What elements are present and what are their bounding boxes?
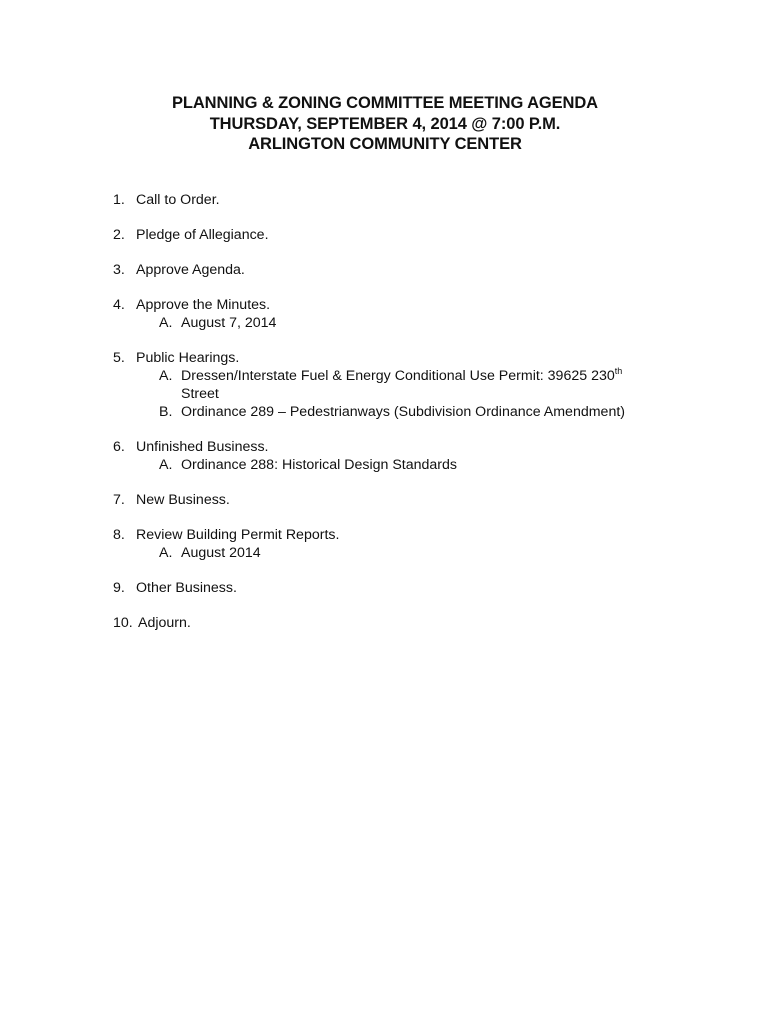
item-text: New Business. [136, 492, 230, 508]
sub-item [113, 456, 733, 474]
item-text: Approve Agenda. [136, 262, 245, 278]
agenda-item-8 [113, 526, 733, 562]
item-text: Adjourn. [138, 615, 191, 631]
ordinal-suffix: th [614, 366, 623, 376]
item-text: Unfinished Business. [136, 439, 269, 455]
agenda-item-7 [113, 491, 733, 509]
sub-item-letter: A. [159, 457, 173, 473]
sub-item-letter: A. [159, 368, 173, 384]
sub-item-letter: A. [159, 315, 173, 331]
sub-item [113, 367, 733, 385]
sub-item-text: August 2014 [181, 545, 261, 561]
item-text: Call to Order. [136, 192, 220, 208]
sub-item-letter: A. [159, 545, 173, 561]
item-number: 3. [113, 262, 125, 278]
item-text: Public Hearings. [136, 350, 240, 366]
item-number: 2. [113, 227, 125, 243]
sub-item [113, 544, 733, 562]
item-number: 5. [113, 350, 125, 366]
agenda-item-1 [113, 191, 733, 209]
agenda-item-2 [113, 226, 733, 244]
agenda-item-4 [113, 296, 733, 332]
item-text: Other Business. [136, 580, 237, 596]
agenda-item-10 [113, 614, 733, 632]
item-text: Approve the Minutes. [136, 297, 271, 313]
agenda-header [0, 93, 770, 155]
sub-item-text: Ordinance 289 – Pedestrianways (Subdivision Ordinance Amendment) [181, 404, 625, 420]
item-text: Review Building Permit Reports. [136, 527, 340, 543]
item-number: 1. [113, 192, 125, 208]
agenda-item-5 [113, 349, 733, 421]
item-number: 8. [113, 527, 125, 543]
sub-item-text: Dressen/Interstate Fuel & Energy Conditional Use Permit: 39625 230 [181, 368, 615, 384]
sub-item [113, 403, 733, 421]
header-title: PLANNING & ZONING COMMITTEE MEETING AGENDA [171, 94, 599, 112]
item-number: 6. [113, 439, 125, 455]
agenda-item-6 [113, 438, 733, 474]
item-number: 9. [113, 580, 125, 596]
sub-item-text: Ordinance 288: Historical Design Standards [181, 457, 458, 473]
item-number: 7. [113, 492, 125, 508]
sub-item-letter: B. [159, 404, 173, 420]
item-number: 4. [113, 297, 125, 313]
agenda-item-9 [113, 579, 733, 597]
item-number: 10. [113, 615, 133, 631]
sub-item [113, 314, 733, 332]
sub-item-text: August 7, 2014 [181, 315, 277, 331]
header-location: ARLINGTON COMMUNITY CENTER [248, 135, 522, 153]
agenda-item-3 [113, 261, 733, 279]
sub-item-continuation: Street [181, 386, 219, 402]
item-text: Pledge of Allegiance. [136, 227, 269, 243]
agenda-list [113, 191, 733, 649]
header-date-time: THURSDAY, SEPTEMBER 4, 2014 @ 7:00 P.M. [209, 114, 561, 133]
